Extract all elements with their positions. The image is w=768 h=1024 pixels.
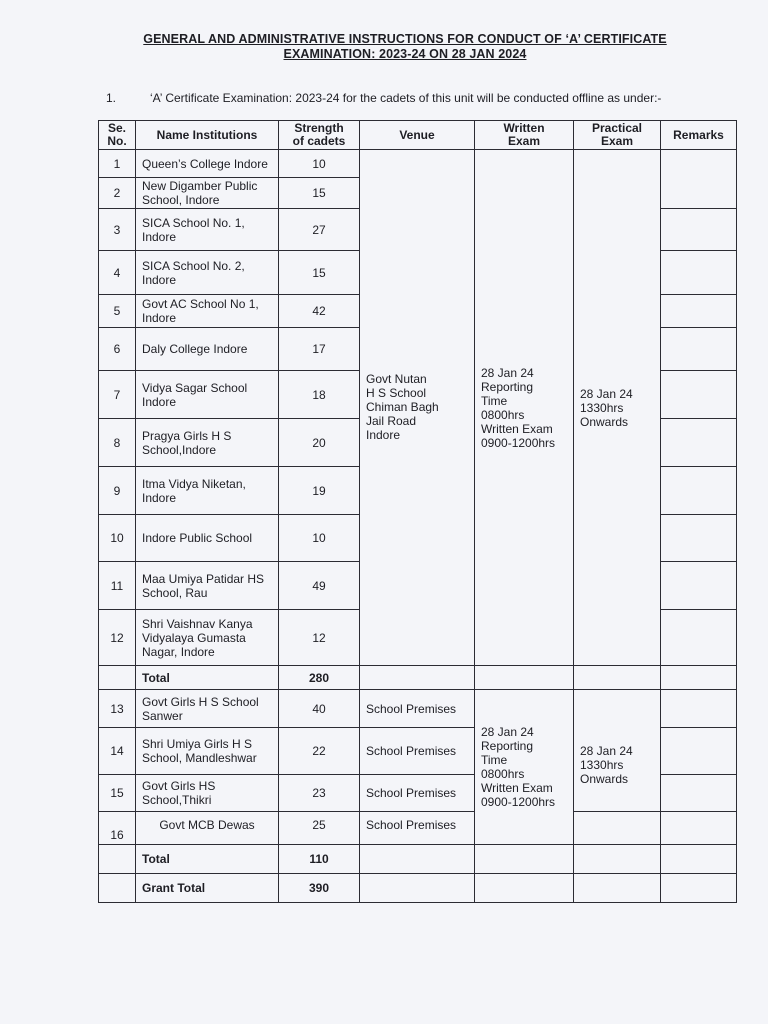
header-strength: Strength of cadets [279,121,360,150]
institution-cell: Shri Umiya Girls H S School, Mandleshwar [136,728,279,775]
venue-cell: School Premises [360,728,475,775]
strength-cell: 10 [279,150,360,178]
remarks-cell [661,610,737,666]
serial-cell: 11 [99,562,136,610]
institution-cell: Govt AC School No 1, Indore [136,295,279,328]
paragraph-number: 1. [106,91,117,105]
remarks-cell [661,251,737,295]
header-serial-no: Se. No. [99,121,136,150]
header-name-institutions: Name Institutions [136,121,279,150]
serial-cell: 16 [99,812,136,845]
remarks-cell [661,845,737,874]
strength-cell: 22 [279,728,360,775]
header-venue: Venue [360,121,475,150]
strength-cell: 40 [279,690,360,728]
serial-cell: 6 [99,328,136,371]
strength-cell: 12 [279,610,360,666]
total-label: Total [136,845,279,874]
table-row [99,690,737,728]
institution-cell: New Digamber Public School, Indore [136,178,279,209]
table-row [99,812,737,845]
strength-cell: 25 [279,812,360,845]
strength-cell: 20 [279,419,360,467]
grand-total-label: Grant Total [136,874,279,903]
document-title [60,32,750,62]
institution-cell: Itma Vidya Niketan, Indore [136,467,279,515]
table-row-grand-total [99,874,737,903]
institution-cell: SICA School No. 1, Indore [136,209,279,251]
strength-cell: 15 [279,251,360,295]
serial-cell [99,874,136,903]
remarks-cell [661,150,737,209]
practical-exam-cell [574,666,661,690]
strength-cell: 49 [279,562,360,610]
venue-cell: School Premises [360,690,475,728]
written-exam-cell-group-2: 28 Jan 24 Reporting Time 0800hrs Written Exam 0900-1200hrs [475,690,574,845]
venue-cell [360,845,475,874]
institution-cell: SICA School No. 2, Indore [136,251,279,295]
serial-cell: 15 [99,775,136,812]
serial-cell: 13 [99,690,136,728]
remarks-cell [661,728,737,775]
serial-cell: 8 [99,419,136,467]
table-row-total-group-1 [99,666,737,690]
institution-cell: Indore Public School [136,515,279,562]
serial-cell [99,666,136,690]
venue-cell: School Premises [360,812,475,845]
remarks-cell [661,562,737,610]
institution-cell: Vidya Sagar School Indore [136,371,279,419]
strength-cell: 27 [279,209,360,251]
grand-total-value: 390 [279,874,360,903]
remarks-cell [661,666,737,690]
written-exam-cell [475,845,574,874]
serial-cell: 9 [99,467,136,515]
serial-cell: 14 [99,728,136,775]
table-row-total-group-2 [99,845,737,874]
practical-exam-cell-group-2: 28 Jan 24 1330hrs Onwards [574,690,661,812]
serial-cell: 5 [99,295,136,328]
title-line-1: GENERAL AND ADMINISTRATIVE INSTRUCTIONS FOR CONDUCT OF ‘A’ CERTIFICATE [143,32,667,46]
table-header-row [99,121,737,150]
table-row [99,150,737,178]
serial-cell: 12 [99,610,136,666]
serial-cell [99,845,136,874]
remarks-cell [661,328,737,371]
header-practical-exam: Practical Exam [574,121,661,150]
institution-cell: Daly College Indore [136,328,279,371]
strength-cell: 18 [279,371,360,419]
header-remarks: Remarks [661,121,737,150]
venue-cell-group-1: Govt Nutan H S School Chiman Bagh Jail Road Indore [360,150,475,666]
strength-cell: 17 [279,328,360,371]
exam-schedule-table [98,120,737,903]
serial-cell: 3 [99,209,136,251]
serial-cell: 1 [99,150,136,178]
total-label: Total [136,666,279,690]
institution-cell: Govt Girls HS School,Thikri [136,775,279,812]
remarks-cell [661,690,737,728]
header-written-exam: Written Exam [475,121,574,150]
remarks-cell [661,209,737,251]
strength-cell: 19 [279,467,360,515]
title-line-2: EXAMINATION: 2023-24 ON 28 JAN 2024 [283,47,527,61]
paragraph-text: ‘A’ Certificate Examination: 2023-24 for the cadets of this unit will be conducted offline as under:- [150,91,662,105]
total-value: 110 [279,845,360,874]
serial-cell: 7 [99,371,136,419]
practical-exam-cell [574,845,661,874]
venue-cell [360,874,475,903]
institution-cell: Queen’s College Indore [136,150,279,178]
remarks-cell [661,467,737,515]
serial-cell: 4 [99,251,136,295]
strength-cell: 10 [279,515,360,562]
remarks-cell [661,515,737,562]
strength-cell: 42 [279,295,360,328]
venue-cell: School Premises [360,775,475,812]
institution-cell: Govt MCB Dewas [136,812,279,845]
written-exam-cell [475,666,574,690]
remarks-cell [661,812,737,845]
serial-cell: 2 [99,178,136,209]
serial-cell: 10 [99,515,136,562]
institution-cell: Pragya Girls H S School,Indore [136,419,279,467]
written-exam-cell-group-1: 28 Jan 24 Reporting Time 0800hrs Written Exam 0900-1200hrs [475,150,574,666]
institution-cell: Shri Vaishnav Kanya Vidyalaya Gumasta Nagar, Indore [136,610,279,666]
strength-cell: 15 [279,178,360,209]
remarks-cell [661,419,737,467]
practical-exam-cell [574,874,661,903]
venue-cell [360,666,475,690]
paragraph-1 [106,91,661,105]
institution-cell: Maa Umiya Patidar HS School, Rau [136,562,279,610]
practical-exam-cell [574,812,661,845]
remarks-cell [661,371,737,419]
remarks-cell [661,775,737,812]
strength-cell: 23 [279,775,360,812]
practical-exam-cell-group-1: 28 Jan 24 1330hrs Onwards [574,150,661,666]
written-exam-cell [475,874,574,903]
institution-cell: Govt Girls H S School Sanwer [136,690,279,728]
remarks-cell [661,874,737,903]
total-value: 280 [279,666,360,690]
remarks-cell [661,295,737,328]
